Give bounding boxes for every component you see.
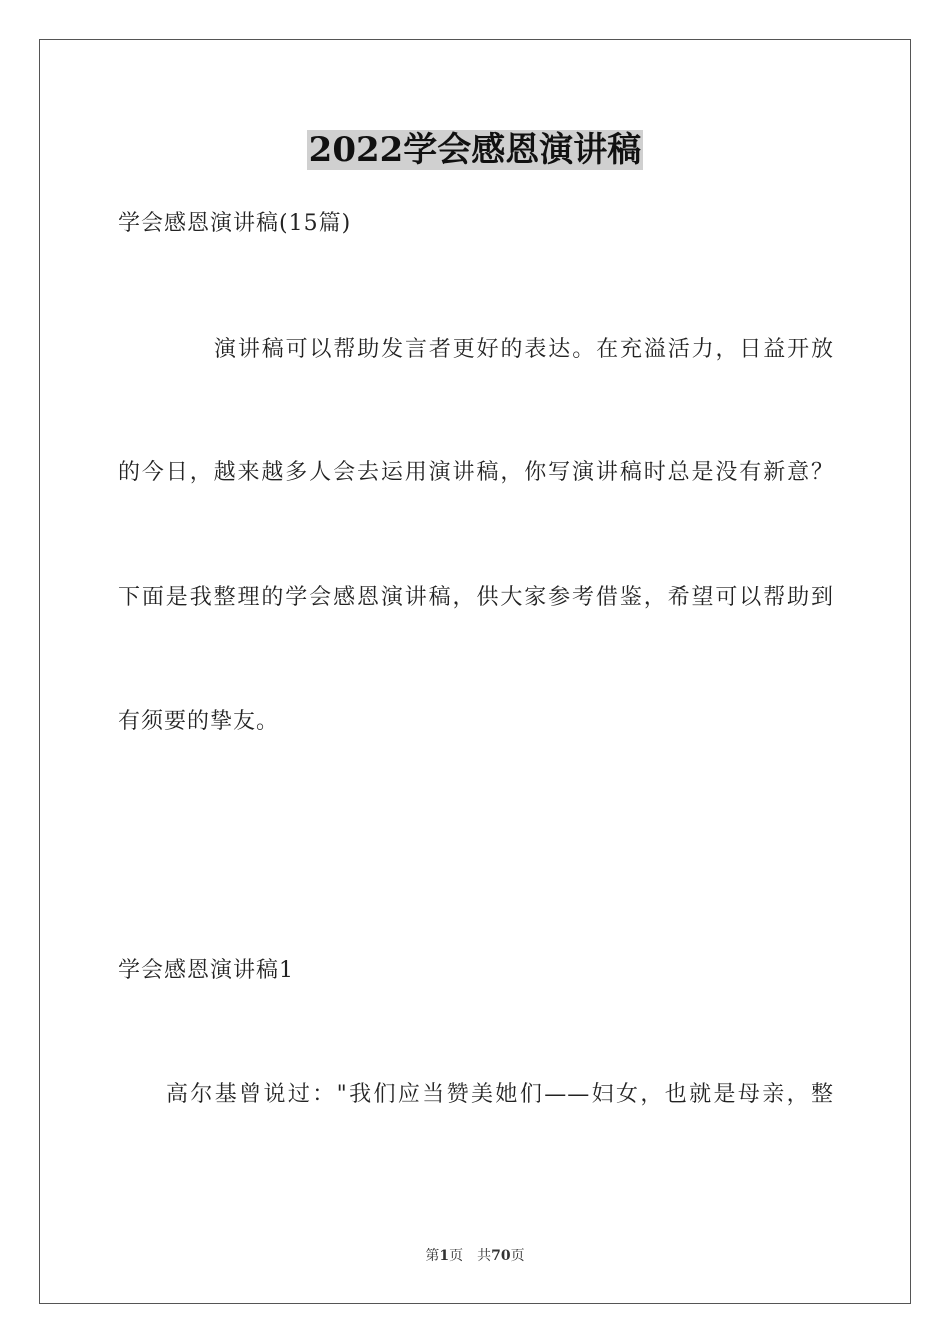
- paragraph-line: 演讲稿可以帮助发言者更好的表达。在充溢活力，日益开放: [214, 337, 834, 362]
- document-subtitle: 学会感恩演讲稿(15篇): [118, 211, 352, 236]
- paragraph-line: 高尔基曾说过："我们应当赞美她们——妇女，也就是母亲，整: [166, 1082, 834, 1107]
- paragraph-line: 的今日，越来越多人会去运用演讲稿，你写演讲稿时总是没有新意？: [118, 460, 834, 485]
- total-suffix: 页: [510, 1248, 525, 1264]
- page-suffix: 页: [449, 1248, 464, 1264]
- document-title: 2022学会感恩演讲稿: [308, 130, 642, 170]
- total-prefix: 共: [477, 1248, 492, 1264]
- page-number: 1: [439, 1248, 450, 1264]
- paragraph-line: 下面是我整理的学会感恩演讲稿，供大家参考借鉴，希望可以帮助到: [118, 585, 834, 610]
- page-footer: [0, 1247, 950, 1265]
- total-pages: 70: [491, 1248, 511, 1264]
- page-prefix: 第: [425, 1248, 440, 1264]
- section-heading: 学会感恩演讲稿1: [118, 958, 294, 983]
- paragraph-line: 有须要的挚友。: [118, 709, 280, 734]
